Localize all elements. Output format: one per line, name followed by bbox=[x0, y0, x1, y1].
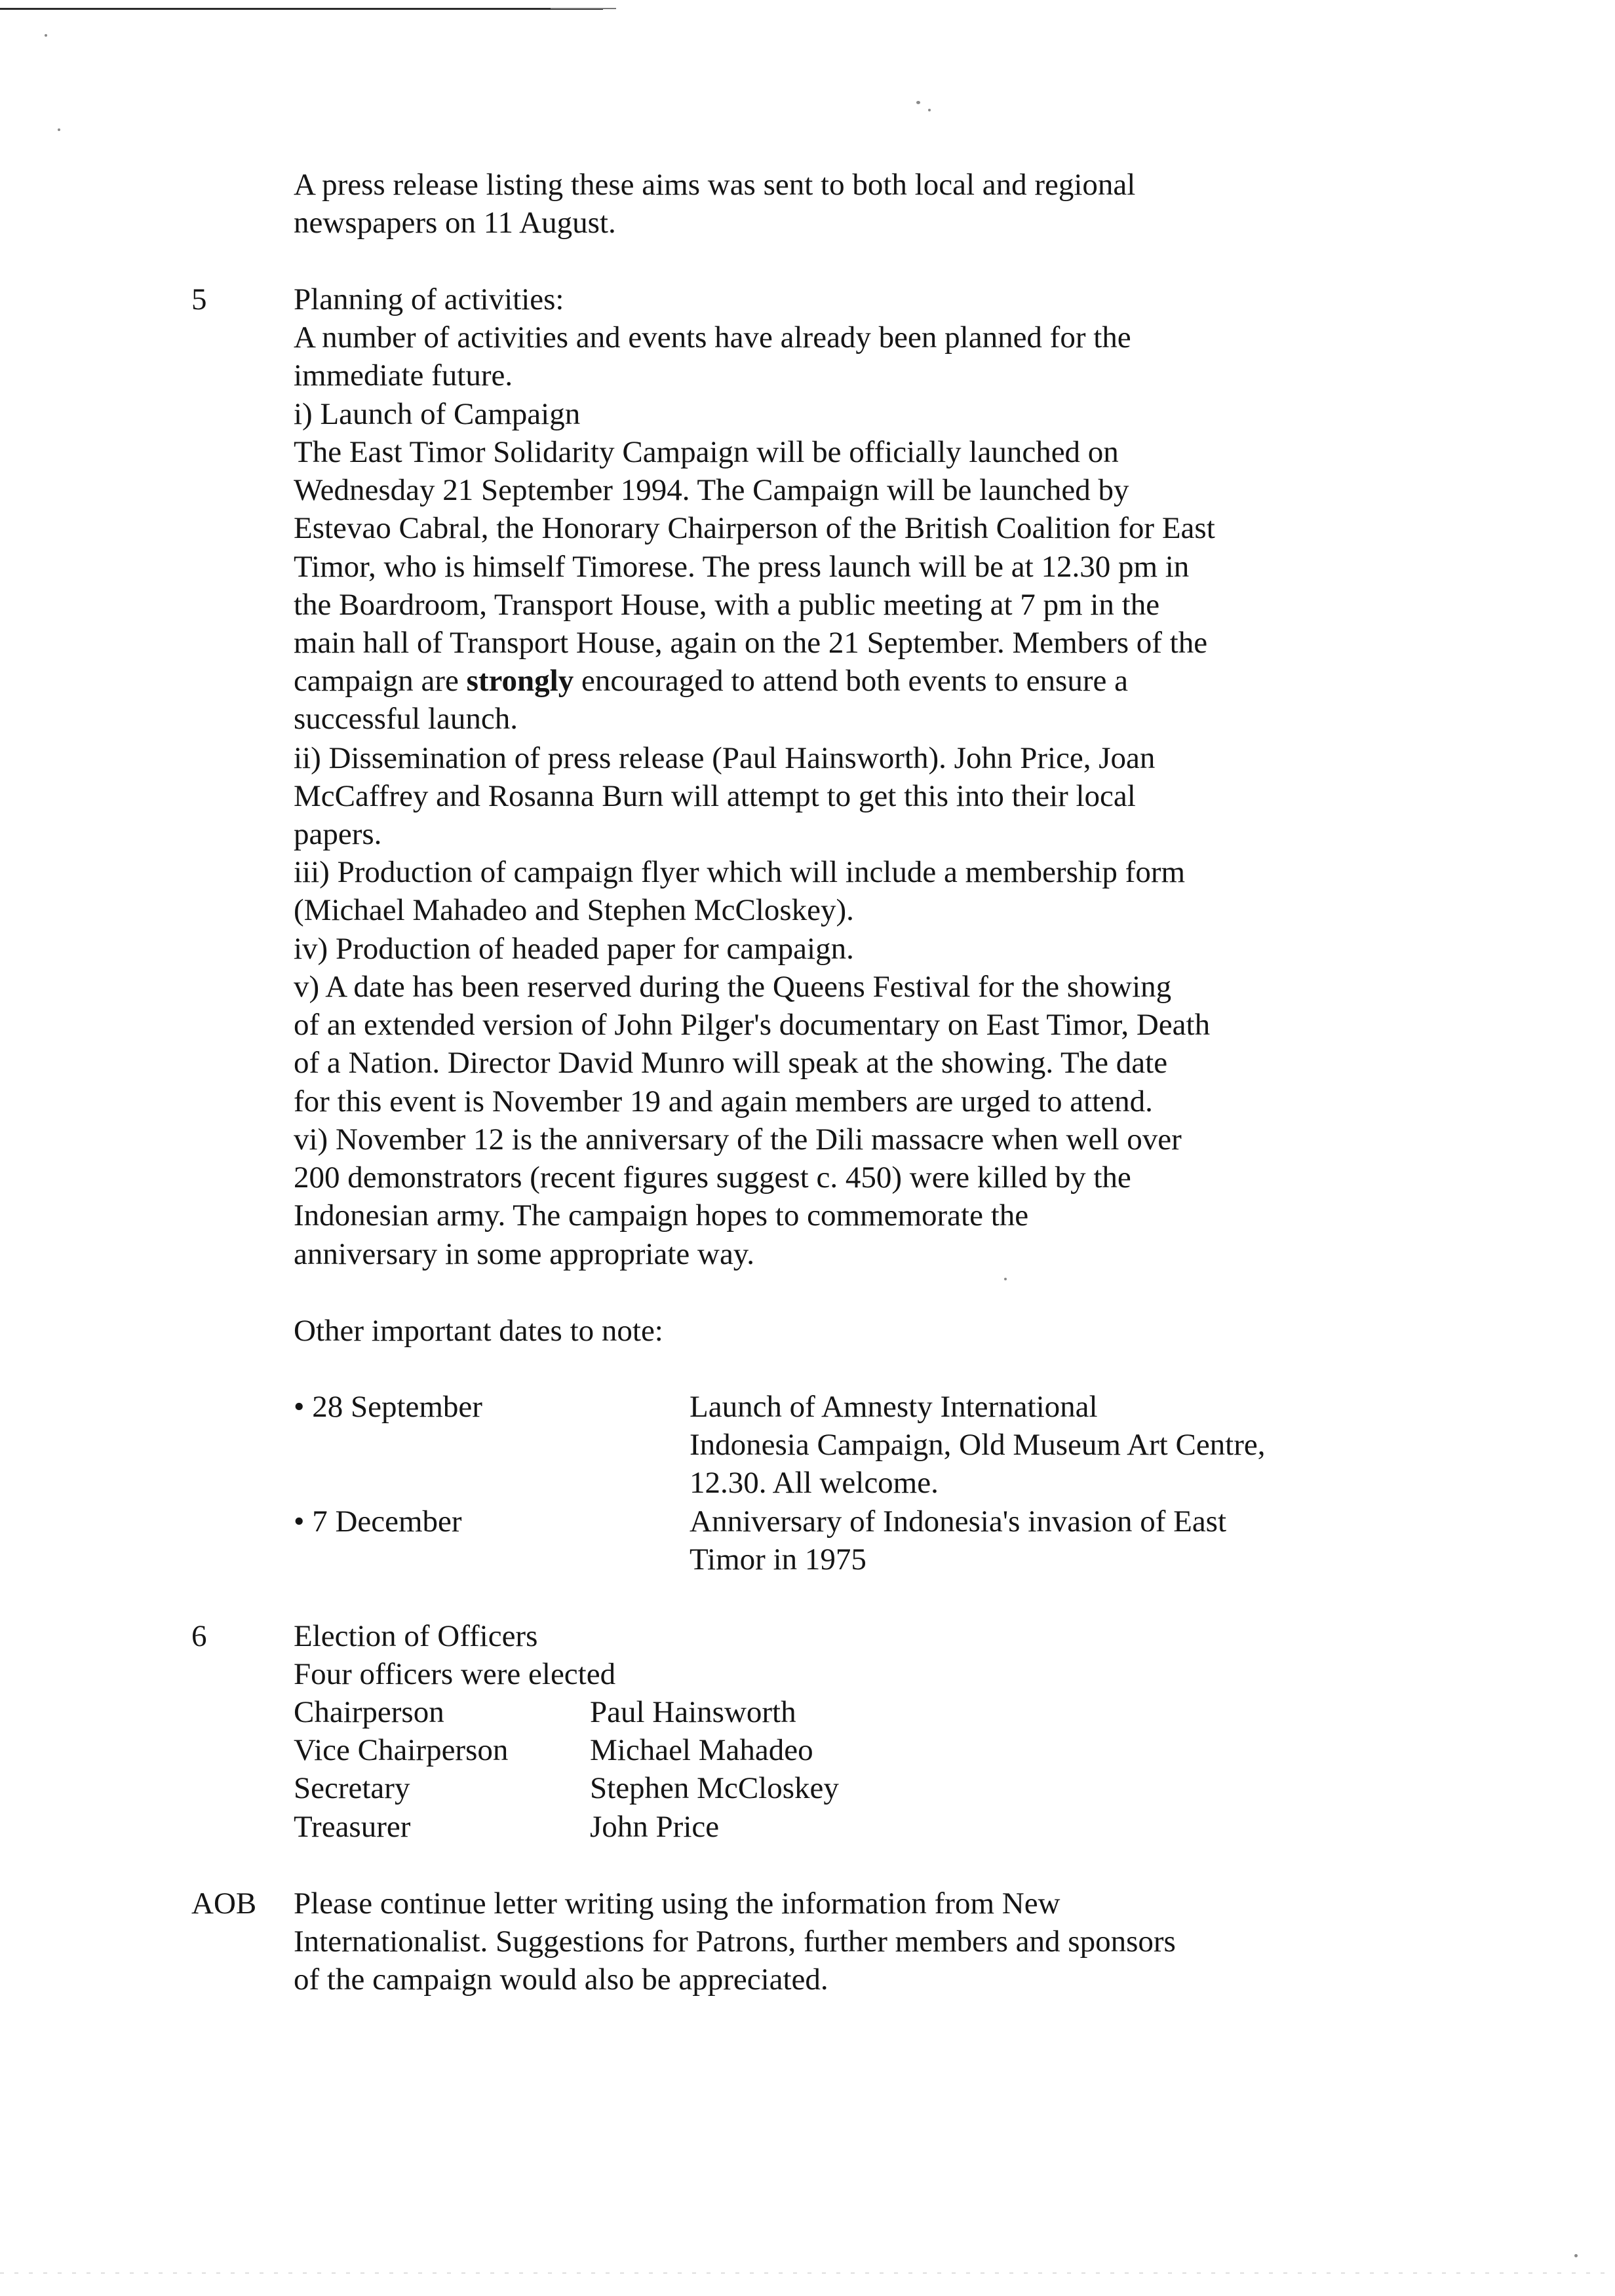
scan-edge-line bbox=[0, 8, 603, 10]
scan-edge-noise bbox=[0, 2272, 1615, 2274]
officer-role: Treasurer bbox=[294, 1810, 411, 1844]
scan-speck bbox=[45, 34, 47, 37]
officer-name: Michael Mahadeo bbox=[590, 1733, 813, 1767]
scan-speck bbox=[928, 109, 931, 111]
scan-speck bbox=[58, 128, 60, 131]
date-7-december-description: Anniversary of Indonesia's invasion of East Timor in 1975 bbox=[690, 1504, 1227, 1577]
scan-speck bbox=[916, 101, 920, 104]
scan-edge-line-secondary bbox=[551, 8, 616, 9]
aob-paragraph: Please continue letter writing using the information from New Internationalist. Suggestions for Patrons, further members and sponsors of the campaign would also be appreciated. bbox=[294, 1886, 1176, 1997]
scan-speck bbox=[1004, 1278, 1007, 1280]
officer-role: Vice Chairperson bbox=[294, 1733, 509, 1767]
headed-paper-item: iv) Production of headed paper for campaign. bbox=[294, 932, 854, 966]
campaign-flyer-item: iii) Production of campaign flyer which will include a membership form (Michael Mahadeo and Stephen McCloskey). bbox=[294, 855, 1186, 928]
section-number-6: 6 bbox=[191, 1619, 207, 1653]
emphasis-strongly: strongly bbox=[466, 664, 574, 698]
queens-festival-item: v) A date has been reserved during the Queens Festival for the showing of an extended version of John Pilger's documentary on East Timor, Death of a Nation. Director David Munro will speak at the showing. The date for this event is November 19 and again members are urged to attend. bbox=[294, 970, 1211, 1119]
scan-speck bbox=[1574, 2254, 1578, 2257]
launch-campaign-text bbox=[294, 433, 1473, 738]
date-28-september-description: Launch of Amnesty International Indonesia Campaign, Old Museum Art Centre, 12.30. All welcome. bbox=[690, 1390, 1266, 1501]
important-dates-heading: Other important dates to note: bbox=[294, 1314, 663, 1348]
officer-role: Secretary bbox=[294, 1771, 410, 1805]
section-5-intro: A number of activities and events have already been planned for the immediate future. bbox=[294, 320, 1131, 393]
officer-role: Chairperson bbox=[294, 1695, 444, 1729]
aob-label: AOB bbox=[191, 1886, 257, 1921]
officer-name: Stephen McCloskey bbox=[590, 1771, 839, 1805]
section-number-5: 5 bbox=[191, 282, 207, 316]
election-of-officers-heading: Election of Officers bbox=[294, 1619, 538, 1653]
date-7-december: • 7 December bbox=[294, 1504, 462, 1539]
officer-name: Paul Hainsworth bbox=[590, 1695, 796, 1729]
press-release-dissemination-item: ii) Dissemination of press release (Paul Hainsworth). John Price, Joan McCaffrey and Rosanna Burn will attempt to get this into their local papers. bbox=[294, 741, 1156, 852]
officer-name: John Price bbox=[590, 1810, 720, 1844]
launch-campaign-text-end: encouraged to attend both events to ensure a successful launch. bbox=[294, 664, 1128, 737]
section-5-heading: Planning of activities: bbox=[294, 282, 564, 316]
press-release-paragraph: A press release listing these aims was sent to both local and regional newspapers on 11 August. bbox=[294, 168, 1136, 240]
dili-massacre-item: vi) November 12 is the anniversary of the Dili massacre when well over 200 demonstrators (recent figures suggest c. 450) were killed by the Indonesian army. The campaign hopes to commemorate the anniversary in some appropriate way. bbox=[294, 1122, 1182, 1271]
date-28-september: • 28 September bbox=[294, 1390, 482, 1424]
launch-campaign-text-start: The East Timor Solidarity Campaign will be officially launched on Wednesday 21 September 1994. The Campaign will be launched by Estevao Cabral, the Honorary Chairperson of the British Coalition for East Timor, who is himself Timorese. The press launch will be at 12.30 pm in the Boardroom, Transport House, with a public meeting at 7 pm in the main hall of Transport House, again on the 21 September. Members of the campaign are bbox=[294, 435, 1215, 698]
launch-campaign-title: i) Launch of Campaign bbox=[294, 397, 581, 431]
officers-elected-intro: Four officers were elected bbox=[294, 1657, 616, 1691]
